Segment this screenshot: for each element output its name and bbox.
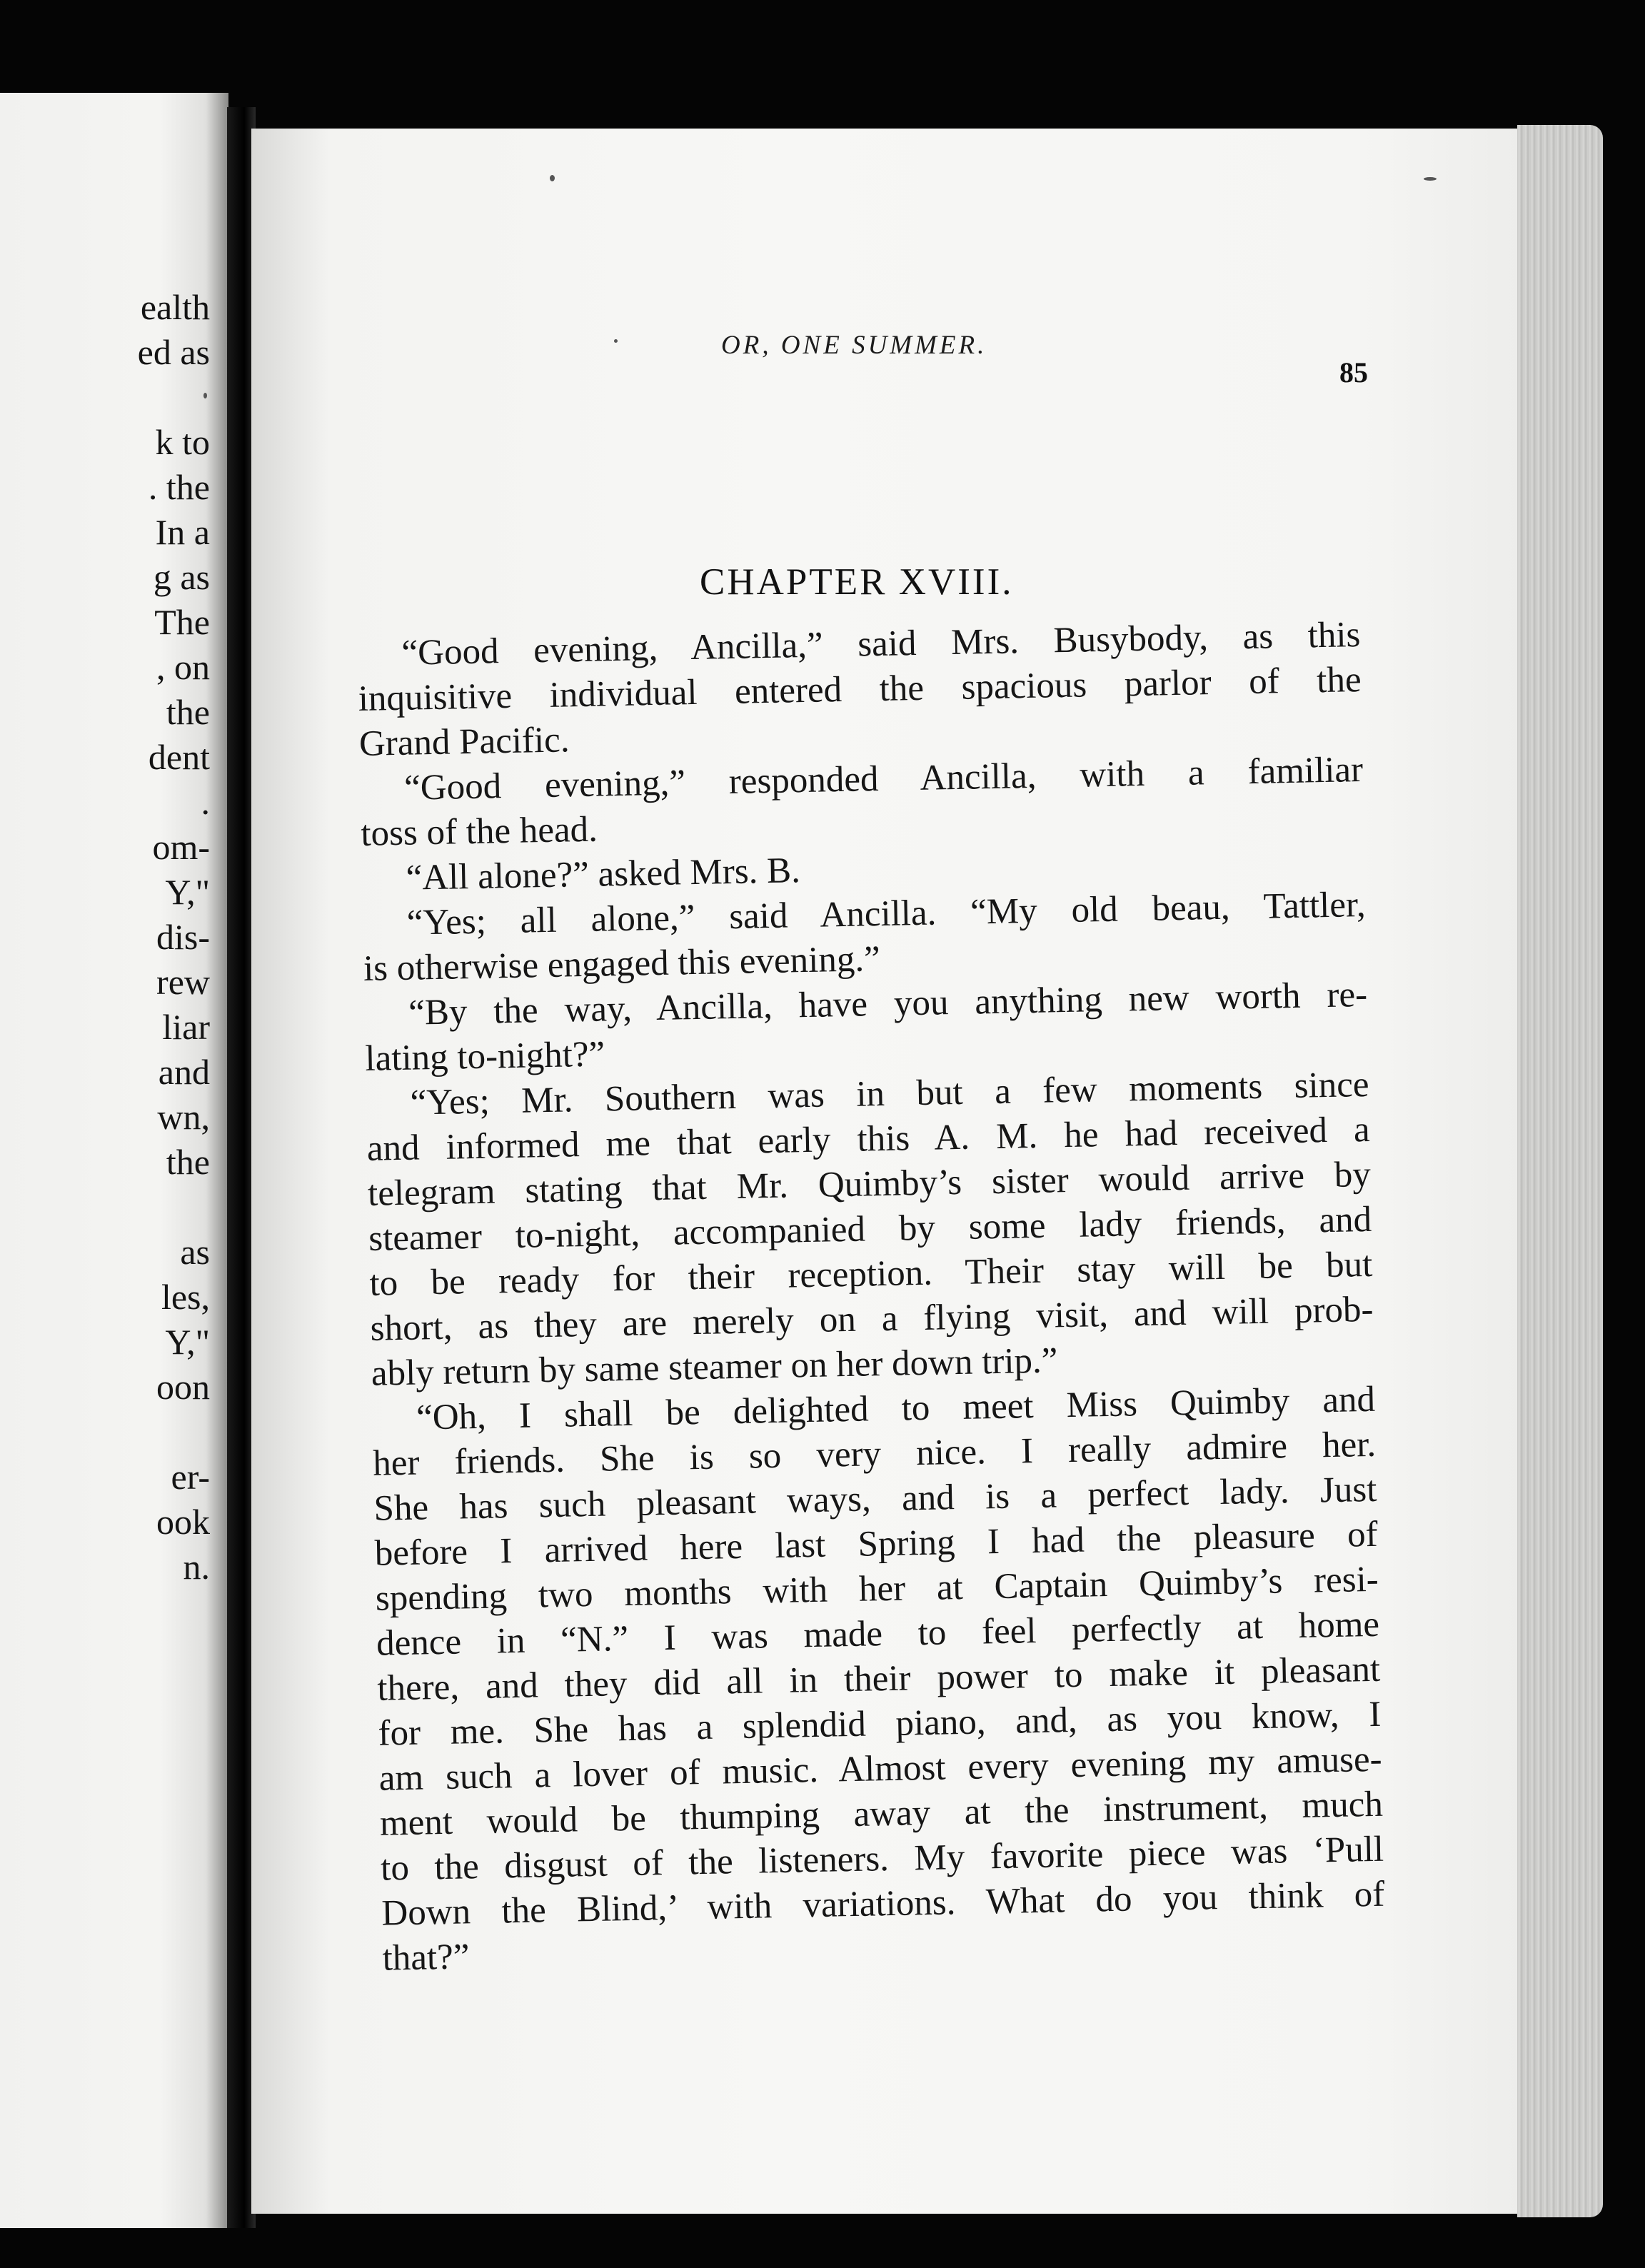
left-page-line: Y," — [165, 872, 210, 912]
left-page-line: the — [166, 1142, 210, 1182]
left-page-line: om- — [152, 827, 210, 867]
chapter-title: CHAPTER XVIII. — [700, 561, 1014, 603]
left-page-line: In a — [155, 512, 210, 552]
left-page-line: rew — [156, 962, 210, 1002]
left-page-line: The — [154, 602, 210, 642]
page-edge — [1517, 125, 1603, 2217]
text-line: ably return by same steamer on her down trip.” — [371, 1340, 1058, 1394]
text-line: “Yes; all alone,” said Ancilla. “My old beau, Tattler, — [406, 884, 1367, 943]
left-page-line: ook — [156, 1502, 210, 1542]
left-page-line: dent — [148, 737, 210, 777]
text-line: telegram stating that Mr. Quimby’s sister would arrive by — [367, 1154, 1372, 1214]
left-page-line: ealth — [140, 287, 210, 327]
text-line: Down the Blind,’ with variations. What do you think of — [381, 1874, 1385, 1934]
left-page-line: . — [201, 782, 210, 822]
left-page-line: les, — [161, 1277, 210, 1317]
text-line: short, as they are merely on a flying visit, and will prob- — [370, 1289, 1374, 1349]
left-page-line: Y," — [165, 1322, 210, 1362]
scan-speck — [203, 393, 207, 398]
left-page-line: , on — [156, 647, 210, 687]
text-line: spending two months with her at Captain Quimby’s resi- — [375, 1559, 1379, 1619]
left-page-line: . the — [148, 467, 210, 507]
running-head: OR, ONE SUMMER. — [721, 331, 987, 360]
left-page-line: g as — [153, 557, 210, 597]
left-page — [0, 93, 228, 2228]
left-page-line: liar — [162, 1007, 210, 1047]
left-page-line: as — [180, 1232, 210, 1272]
text-line: and informed me that early this A. M. he had received a — [366, 1109, 1371, 1169]
text-line: “Yes; Mr. Southern was in but a few moments since — [410, 1064, 1369, 1123]
scan-speck — [1424, 177, 1437, 181]
text-line: to be ready for their reception. Their stay will be but — [368, 1244, 1373, 1304]
text-line: lating to-night?” — [364, 1034, 605, 1079]
page-number: 85 — [1339, 356, 1368, 388]
left-page-line: n. — [183, 1547, 210, 1587]
text-line: inquisitive individual entered the spacious parlor of the — [358, 660, 1362, 719]
text-line: that?” — [382, 1937, 470, 1979]
text-line: Grand Pacific. — [358, 720, 570, 764]
text-line: toss of the head. — [360, 809, 598, 854]
text-line: “By the way, Ancilla, have you anything new worth re- — [408, 974, 1368, 1033]
body-text — [357, 613, 1386, 1982]
text-line: “Good evening, Ancilla,” said Mrs. Busybody, as this — [401, 615, 1361, 673]
text-line: steamer to-night, accompanied by some lady friends, and — [368, 1199, 1372, 1259]
text-line: “Good evening,” responded Ancilla, with a familiar — [403, 749, 1364, 808]
left-page-line: the — [166, 692, 210, 732]
left-page-line: oon — [156, 1367, 210, 1407]
text-line: “All alone?” asked Mrs. B. — [406, 850, 801, 898]
text-line: for me. She has a splendid piano, and, as you know, I — [378, 1694, 1382, 1754]
text-line: before I arrived here last Spring I had the pleasure of — [374, 1514, 1379, 1574]
scan-speck — [550, 175, 555, 181]
text-line: ment would be thumping away at the instrument, much — [379, 1784, 1384, 1844]
text-line: there, and they did all in their power to make it pleasant — [376, 1649, 1381, 1709]
text-line: am such a lover of music. Almost every evening my amuse- — [378, 1739, 1383, 1799]
left-page-line: er- — [171, 1457, 210, 1497]
left-page-line: ed as — [137, 332, 210, 372]
left-page-line: wn, — [157, 1097, 210, 1137]
left-page-line: dis- — [156, 917, 210, 957]
text-line: “Oh, I shall be delighted to meet Miss Quimby and — [416, 1379, 1376, 1438]
text-line: She has such pleasant ways, and is a perfect lady. Just — [373, 1469, 1377, 1529]
left-page-line: and — [158, 1052, 210, 1092]
left-page-line: k to — [155, 422, 210, 462]
text-line: is otherwise engaged this evening.” — [363, 939, 881, 989]
scan-speck — [614, 339, 618, 343]
text-line: dence in “N.” I was made to feel perfectly at home — [376, 1604, 1380, 1664]
text-line: to the disgust of the listeners. My favorite piece was ‘Pull — [380, 1829, 1384, 1889]
text-line: her friends. She is so very nice. I really admire her. — [372, 1424, 1377, 1484]
